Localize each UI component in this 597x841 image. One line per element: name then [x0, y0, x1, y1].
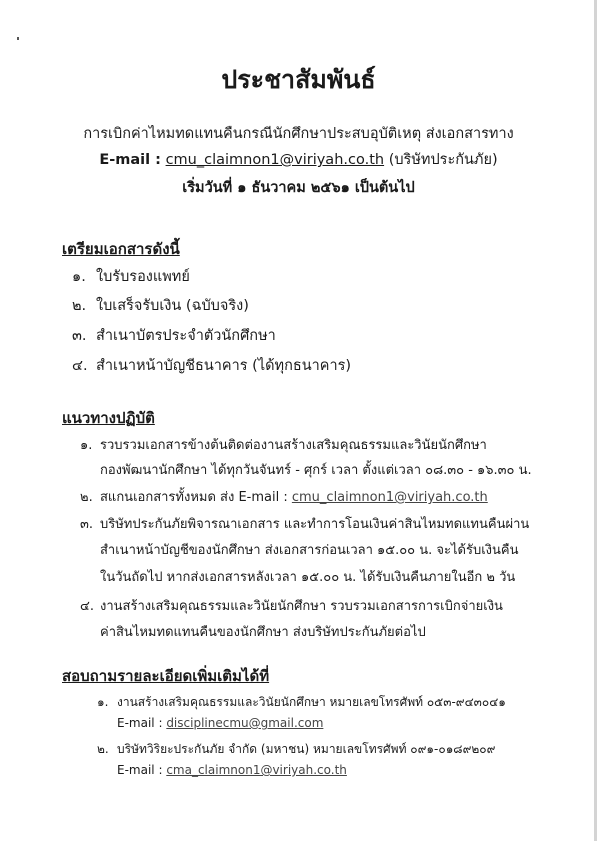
contact-email-link[interactable]: cma_claimnon1@viriyah.co.th [166, 763, 347, 777]
contact-email-label: E-mail : [117, 716, 163, 730]
procedure-step [80, 513, 529, 534]
document-text: สำเนาบัตรประจำตัวนักศึกษา [96, 328, 276, 344]
step-text-continued: กองพัฒนานักศึกษา ได้ทุกวันจันทร์ - ศุกร์ เวลา ตั้งแต่เวลา ๐๘.๓๐ - ๑๖.๓๐ น. [100, 463, 532, 478]
step-email-link[interactable]: cmu_claimnon1@viriyah.co.th [291, 490, 488, 505]
contact-email-line [117, 763, 347, 777]
contact-number: ๒. [97, 742, 109, 756]
start-date: เริ่มวันที่ ๑ ธันวาคม ๒๕๖๑ เป็นต้นไป [182, 180, 415, 196]
document-number: ๓. [72, 328, 87, 344]
document-number: ๒. [72, 298, 87, 314]
document-number: ๑. [72, 269, 86, 285]
documents-heading: เตรียมเอกสารดังนี้ [62, 240, 180, 258]
document-item [72, 294, 249, 317]
document-item [72, 354, 351, 377]
step-text: งานสร้างเสริมคุณธรรมและวินัยนักศึกษา รวบรวมเอกสารการเบิกจ่ายเงิน [100, 599, 503, 614]
scan-speck [17, 37, 19, 40]
contact-text: บริษัทวิริยะประกันภัย จำกัด (มหาชน) หมายเลขโทรศัพท์ ๐๙๑-๐๑๘๙๒๐๙ [117, 742, 496, 756]
step-number: ๓. [80, 517, 94, 532]
contact-item [97, 740, 495, 759]
step-number: ๒. [80, 490, 93, 505]
document-item [72, 324, 276, 347]
procedure-heading: แนวทางปฏิบัติ [62, 409, 155, 427]
page-title: ประชาสัมพันธ์ [221, 65, 376, 94]
step-text-continued: ค่าสินไหมทดแทนคืนของนักศึกษา ส่งบริษัทประกันภัยต่อไป [100, 625, 426, 640]
claim-email-line [0, 148, 597, 171]
document-number: ๔. [72, 358, 88, 374]
step-text: สแกนเอกสารทั้งหมด ส่ง E-mail : [100, 490, 288, 505]
procedure-step [80, 434, 487, 455]
step-text: รวบรวมเอกสารข้างต้นติดต่องานสร้างเสริมคุณธรรมและวินัยนักศึกษา [100, 438, 487, 453]
contact-email-line [117, 716, 323, 730]
step-number: ๑. [80, 438, 93, 453]
subtitle: การเบิกค่าไหมทดแทนคืนกรณีนักศึกษาประสบอุบัติเหตุ ส่งเอกสารทาง [83, 126, 514, 142]
procedure-step [80, 486, 488, 507]
contact-text: งานสร้างเสริมคุณธรรมและวินัยนักศึกษา หมายเลขโทรศัพท์ ๐๕๓-๙๔๓๐๔๑ [117, 695, 506, 709]
document-item [72, 265, 190, 288]
document-text: ใบรับรองแพทย์ [96, 269, 190, 285]
document-text: สำเนาหน้าบัญชีธนาคาร (ได้ทุกธนาคาร) [96, 358, 352, 374]
email-suffix: (บริษัทประกันภัย) [388, 152, 498, 168]
contact-email-label: E-mail : [117, 763, 163, 777]
step-number: ๔. [80, 599, 94, 614]
document-text: ใบเสร็จรับเงิน (ฉบับจริง) [96, 298, 249, 314]
email-label: E-mail : [99, 152, 161, 168]
claim-email-link[interactable]: cmu_claimnon1@viriyah.co.th [165, 152, 385, 168]
contacts-heading: สอบถามรายละเอียดเพิ่มเติมได้ที่ [62, 667, 270, 685]
contact-email-link[interactable]: disciplinecmu@gmail.com [166, 716, 324, 730]
step-text-continued: ในวันถัดไป หากส่งเอกสารหลังเวลา ๑๕.๐๐ น. ได้รับเงินคืนภายในอีก ๒ วัน [100, 570, 516, 585]
step-text-continued: สำเนาหน้าบัญชีของนักศึกษา ส่งเอกสารก่อนเวลา ๑๕.๐๐ น. จะได้รับเงินคืน [100, 543, 519, 558]
contact-item [97, 693, 506, 712]
step-text: บริษัทประกันภัยพิจารณาเอกสาร และทำการโอนเงินค่าสินไหมทดแทนคืนผ่าน [100, 517, 530, 532]
procedure-step [80, 595, 503, 616]
contact-number: ๑. [97, 695, 109, 709]
